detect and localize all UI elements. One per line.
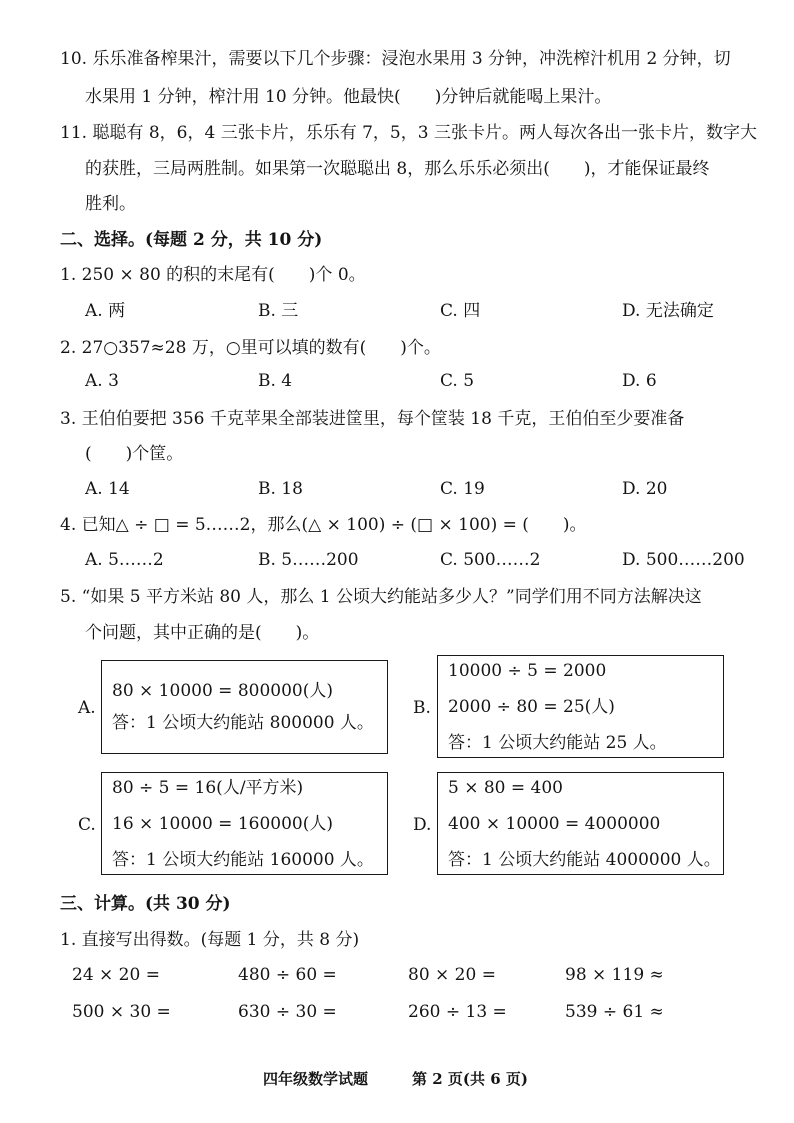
q10-line2: 水果用 1 分钟，榨汁用 10 分钟。他最快( )分钟后就能喝上果汁。: [85, 87, 612, 107]
q5-c-line2: 16 × 10000 = 160000(人): [112, 814, 333, 834]
mc3-option-c: C. 19: [440, 479, 485, 499]
q11-line1: 11. 聪聪有 8，6，4 三张卡片，乐乐有 7，5，3 三张卡片。两人每次各出一张卡片，数字大: [60, 123, 757, 143]
footer-page-number: 第 2 页(共 6 页): [412, 1070, 528, 1088]
mc3-option-d: D. 20: [622, 479, 668, 499]
mc1-stem: 1. 250 × 80 的积的末尾有( )个 0。: [60, 265, 366, 285]
calc-item: 260 ÷ 13 =: [408, 1002, 507, 1022]
q5-option-c-label: C.: [78, 815, 96, 835]
q5-a-line2: 答：1 公顷大约能站 800000 人。: [112, 713, 374, 733]
mc4-stem: 4. 已知△ ÷ □ = 5……2，那么(△ × 100) ÷ (□ × 100) = ( )。: [60, 515, 587, 535]
footer-subject: 四年级数学试题: [263, 1070, 369, 1088]
q5-d-line3: 答：1 公顷大约能站 4000000 人。: [448, 850, 721, 870]
section3-title: 三、计算。(共 30 分): [60, 894, 231, 914]
q5-option-a-box: [101, 660, 388, 754]
mc3-option-b: B. 18: [258, 479, 303, 499]
q5-option-b-label: B.: [413, 698, 431, 718]
calc-item: 80 × 20 =: [408, 965, 496, 985]
calc-item: 480 ÷ 60 =: [238, 965, 337, 985]
q5-option-d-label: D.: [413, 815, 432, 835]
mc3-stem-cont: ( )个筐。: [85, 444, 184, 464]
calc-item: 24 × 20 =: [72, 965, 160, 985]
mc2-option-b: B. 4: [258, 371, 293, 391]
q10-line1: 10. 乐乐准备榨果汁，需要以下几个步骤：浸泡水果用 3 分钟，冲洗榨汁机用 2 分钟，切: [60, 49, 731, 69]
calc-item: 539 ÷ 61 ≈: [565, 1002, 664, 1022]
q5-b-line2: 2000 ÷ 80 = 25(人): [448, 697, 615, 717]
mc5-stem: 5. “如果 5 平方米站 80 人，那么 1 公顷大约能站多少人？”同学们用不同方法解决这: [60, 587, 702, 607]
q11-line3: 胜利。: [85, 194, 136, 214]
mc4-option-c: C. 500……2: [440, 550, 541, 570]
q5-option-a-label: A.: [78, 698, 96, 718]
q5-c-line3: 答：1 公顷大约能站 160000 人。: [112, 850, 374, 870]
q5-b-line3: 答：1 公顷大约能站 25 人。: [448, 733, 667, 753]
q5-c-line1: 80 ÷ 5 = 16(人/平方米): [112, 778, 304, 798]
mc1-option-d: D. 无法确定: [622, 301, 714, 321]
q5-b-line1: 10000 ÷ 5 = 2000: [448, 661, 607, 681]
q5-option-d-box: [437, 772, 724, 875]
calc1-title: 1. 直接写出得数。(每题 1 分，共 8 分): [60, 930, 360, 950]
mc5-stem-cont: 个问题，其中正确的是( )。: [85, 623, 320, 643]
mc1-option-a: A. 两: [85, 301, 126, 321]
q5-a-line1: 80 × 10000 = 800000(人): [112, 681, 333, 701]
section2-title: 二、选择。(每题 2 分，共 10 分): [60, 230, 323, 250]
mc3-stem: 3. 王伯伯要把 356 千克苹果全部装进筐里，每个筐装 18 千克，王伯伯至少要准备: [60, 409, 685, 429]
calc-item: 500 × 30 =: [72, 1002, 171, 1022]
q5-d-line1: 5 × 80 = 400: [448, 778, 563, 798]
q11-line2: 的获胜，三局两胜制。如果第一次聪聪出 8，那么乐乐必须出( )，才能保证最终: [85, 159, 710, 179]
calc-item: 630 ÷ 30 =: [238, 1002, 337, 1022]
mc2-option-a: A. 3: [85, 371, 119, 391]
mc3-option-a: A. 14: [85, 479, 130, 499]
mc4-option-a: A. 5……2: [85, 550, 164, 570]
mc4-option-d: D. 500……200: [622, 550, 745, 570]
mc2-option-c: C. 5: [440, 371, 475, 391]
mc2-option-d: D. 6: [622, 371, 657, 391]
mc1-option-c: C. 四: [440, 301, 481, 321]
mc4-option-b: B. 5……200: [258, 550, 359, 570]
q5-option-b-box: [437, 655, 724, 758]
q5-option-c-box: [101, 772, 388, 875]
mc1-option-b: B. 三: [258, 301, 299, 321]
mc2-stem: 2. 27○357≈28 万，○里可以填的数有( )个。: [60, 338, 441, 358]
q5-d-line2: 400 × 10000 = 4000000: [448, 814, 661, 834]
calc-item: 98 × 119 ≈: [565, 965, 664, 985]
